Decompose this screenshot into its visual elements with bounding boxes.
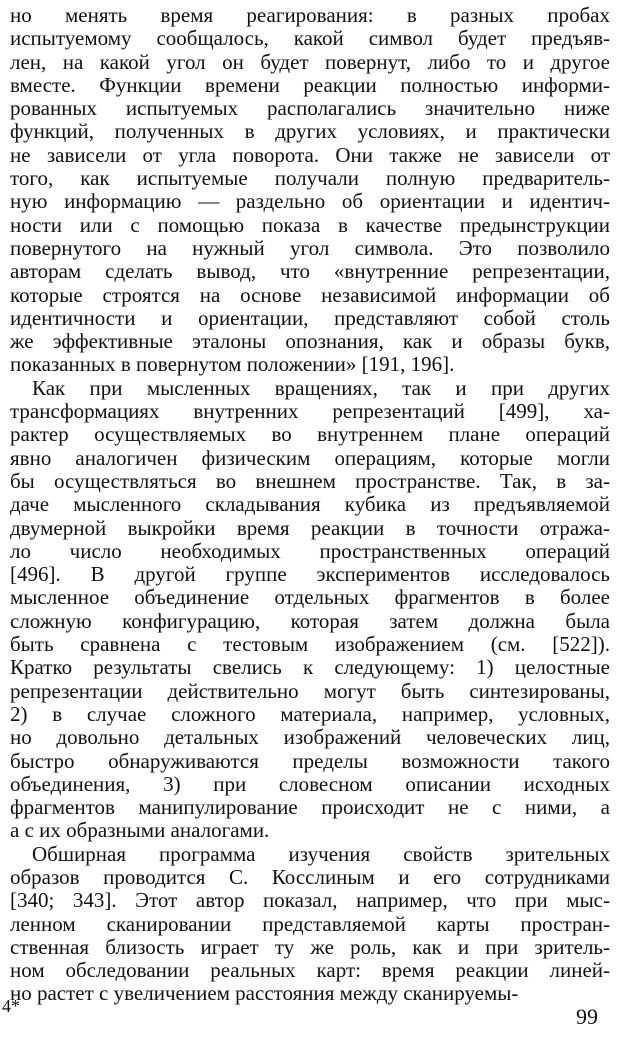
text-line: ленном сканировании представляемой карты простран-: [10, 911, 610, 936]
text-line: явно аналогичен физическим операциям, которые могли: [10, 445, 610, 470]
text-line: образов проводится С. Косслиным и его сотрудниками: [10, 864, 610, 889]
text-line: повернутого на нужный угол символа. Это позволило: [10, 235, 610, 260]
text-line: но менять время реагирования: в разных пробах: [10, 3, 610, 27]
text-line: же эффективные эталоны опознания, как и образы букв,: [10, 329, 610, 354]
text-line: того, как испытуемые получали полную предваритель-: [10, 166, 610, 191]
text-line: двумерной выкройки время реакции в точности отража-: [10, 515, 610, 540]
text-line: репрезентации действительно могут быть синтезированы,: [10, 678, 610, 703]
text-line: рактер осуществляемых во внутреннем плане операций: [10, 422, 610, 447]
text-line: испытуемому сообщалось, какой символ будет предъяв-: [10, 26, 610, 51]
text-line: Обширная программа изучения свойств зрительных: [32, 841, 610, 866]
text-line: Кратко результаты свелись к следующему: 1) целостные: [10, 655, 610, 680]
text-line: фрагментов манипулирование происходит не с ними, а: [10, 795, 610, 820]
text-line: которые строятся на основе независимой информации об: [10, 282, 610, 307]
text-line: вместе. Функции времени реакции полностью информи-: [10, 72, 610, 97]
text-line: ном обследовании реальных карт: время реакции линей-: [10, 958, 610, 983]
text-line: не зависели от угла поворота. Они также не зависели от: [10, 142, 610, 167]
text-line: ственная близость играет ту же роль, как и при зритель-: [10, 934, 610, 959]
paragraph: [10, 4, 610, 377]
text-line: мысленное объединение отдельных фрагментов в более: [10, 585, 610, 610]
text-line: быть сравнена с тестовым изображением (см. [522]).: [10, 632, 610, 657]
page-number: 99: [576, 1004, 598, 1029]
text-line: объединения, 3) при словесном описании исходных: [10, 771, 610, 796]
text-line: авторам сделать вывод, что «внутренние репрезентации,: [10, 259, 610, 284]
text-line: но растет с увеличением расстояния между сканируемы-: [10, 981, 519, 1006]
text-line: бы осуществляться во внешнем пространстве. Так, в за-: [10, 468, 610, 493]
paragraph: [10, 377, 610, 843]
text-line: рованных испытуемых располагались значительно ниже: [10, 96, 610, 121]
text-line: Как при мысленных вращениях, так и при других: [32, 375, 610, 400]
text-line: ную информацию — раздельно об ориентации и идентич-: [10, 189, 610, 214]
text-line: идентичности и ориентации, представляют собой столь: [10, 305, 610, 330]
text-line: трансформациях внутренних репрезентаций [499], ха-: [10, 399, 610, 424]
text-line: ности или с помощью показа в качестве предынструкции: [10, 212, 610, 237]
body-text: [10, 4, 610, 1006]
text-line: [340; 343]. Этот автор показал, например, что при мыс-: [10, 888, 610, 913]
text-line: а с их образными аналогами.: [10, 818, 270, 843]
text-line: [496]. В другой группе экспериментов исследовалось: [10, 562, 610, 587]
signature-mark: 4*: [2, 996, 20, 1016]
text-line: функций, полученных в других условиях, и практически: [10, 119, 610, 144]
text-line: лен, на какой угол он будет повернут, либо то и другое: [10, 49, 610, 74]
text-line: даче мысленного складывания кубика из предъявляемой: [10, 492, 610, 517]
text-line: но довольно детальных изображений человеческих лиц,: [10, 725, 610, 750]
text-line: показанных в повернутом положении» [191, 196].: [10, 352, 455, 377]
text-line: сложную конфигурацию, которая затем должна была: [10, 608, 610, 633]
paragraph: [10, 843, 610, 1006]
text-line: 2) в случае сложного материала, например, условных,: [10, 701, 610, 726]
text-line: ло число необходимых пространственных операций: [10, 538, 610, 563]
text-line: быстро обнаруживаются пределы возможности такого: [10, 748, 610, 773]
